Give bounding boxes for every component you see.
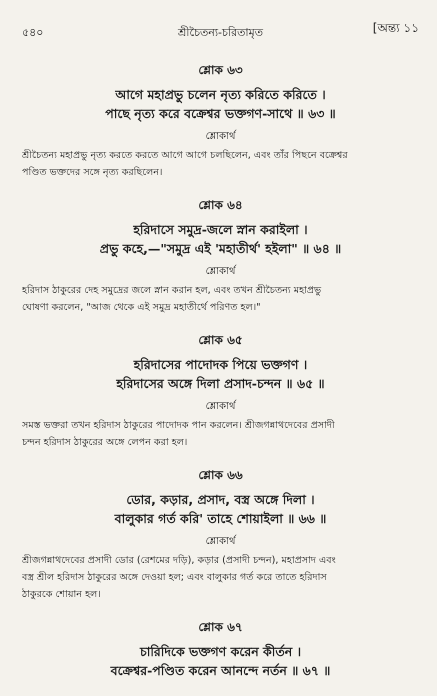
translation-label: শ্লোকার্থ (205, 401, 236, 412)
verse-line: বক্রেশ্বর-পণ্ডিত করেন আনন্দে নর্তন ॥ ৬৭ ॥ (110, 663, 331, 678)
translation-line: সমস্ত ভক্তরা তখন হরিদাস ঠাকুরের পাদোদক পান করলেন। শ্রীজগন্নাথদেবের প্রসাদী (22, 420, 335, 431)
verse-line: হরিদাসে সমুদ্র-জলে স্নান করাইলা । (133, 222, 308, 237)
verse-block-64 (22, 197, 419, 316)
verse-block-67 (22, 619, 419, 680)
verse-line: বালুকার গর্ত করি' তাহে শোয়াইলা ॥ ৬৬ ॥ (114, 511, 327, 526)
verse-block-63 (22, 62, 419, 181)
verse-label: শ্লোক ৬৭ (198, 620, 243, 634)
verse-line: ডোর, কড়ার, প্রসাদ, বস্ত্র অঙ্গে দিলা । (126, 492, 315, 507)
verse-label: শ্লোক ৬৩ (198, 63, 243, 77)
verse-label: শ্লোক ৬৬ (198, 468, 243, 482)
running-title: শ্রীচৈতন্য-চরিতামৃত (178, 26, 263, 39)
verse-line: হরিদাসের পাদোদক পিয়ে ভক্তগণ । (133, 357, 308, 372)
verse-line: প্রভু কহে,—"সমুদ্র এই 'মহাতীর্থ' হইলা" ॥ ৬৪ ॥ (99, 241, 342, 256)
verse-block-65 (22, 332, 419, 451)
verse-label: শ্লোক ৬৫ (198, 333, 243, 347)
translation-label: শ্লোকার্থ (205, 131, 236, 142)
translation-line: পণ্ডিত ভক্তদের সঙ্গে নৃত্য করছিলেন। (22, 167, 163, 178)
translation-line: চন্দন হরিদাস ঠাকুরের অঙ্গে লেপন করা হল। (22, 437, 188, 448)
translation-label: শ্লোকার্থ (205, 266, 236, 277)
verse-line: আগে মহাপ্রভু চলেন নৃত্য করিতে করিতে । (115, 87, 326, 102)
verse-line: হরিদাসের অঙ্গে দিলা প্রসাদ-চন্দন ॥ ৬৫ ॥ (116, 376, 325, 391)
translation-label: শ্লোকার্থ (205, 536, 236, 547)
translation-line: ঠাকুরকে শোয়ান হল। (22, 589, 101, 600)
verse-block-66 (22, 467, 419, 603)
translation-line: হরিদাস ঠাকুরের দেহ সমুদ্রের জলে স্নান করান হল, এবং তখন শ্রীচৈতন্য মহাপ্রভু (22, 285, 322, 296)
page-header (22, 21, 419, 42)
page-body (22, 62, 419, 696)
verse-line: পাছে নৃত্য করে বক্রেশ্বর ভক্তগণ-সাথে ॥ ৬৩ ॥ (105, 106, 336, 121)
translation-line: শ্রীচৈতন্য মহাপ্রভু নৃত্য করতে করতে আগে আগে চলছিলেন, এবং তাঁর পিছনে বক্রেশ্বর (22, 150, 348, 161)
verse-label: শ্লোক ৬৪ (198, 198, 243, 212)
verse-line: চারিদিকে ভক্তগণ করেন কীর্তন । (139, 644, 302, 659)
page-number: ৫৪০ (22, 26, 44, 39)
section-reference: [অন্ত্য ১১ (372, 21, 419, 35)
translation-line: শ্রীজগন্নাথদেবের প্রসাদী ডোর (রেশমের দড়ি), কড়ার (প্রসাদী চন্দন), মহাপ্রসাদ এবং (22, 555, 336, 566)
translation-line: বস্ত্র শ্রীল হরিদাস ঠাকুরের অঙ্গে দেওয়া হল; এবং বালুকার গর্ত করে তাতে হরিদাস (22, 572, 327, 583)
translation-line: ঘোষণা করলেন, "আজ থেকে এই সমুদ্র মহাতীর্থে পরিণত হল।" (22, 302, 261, 313)
